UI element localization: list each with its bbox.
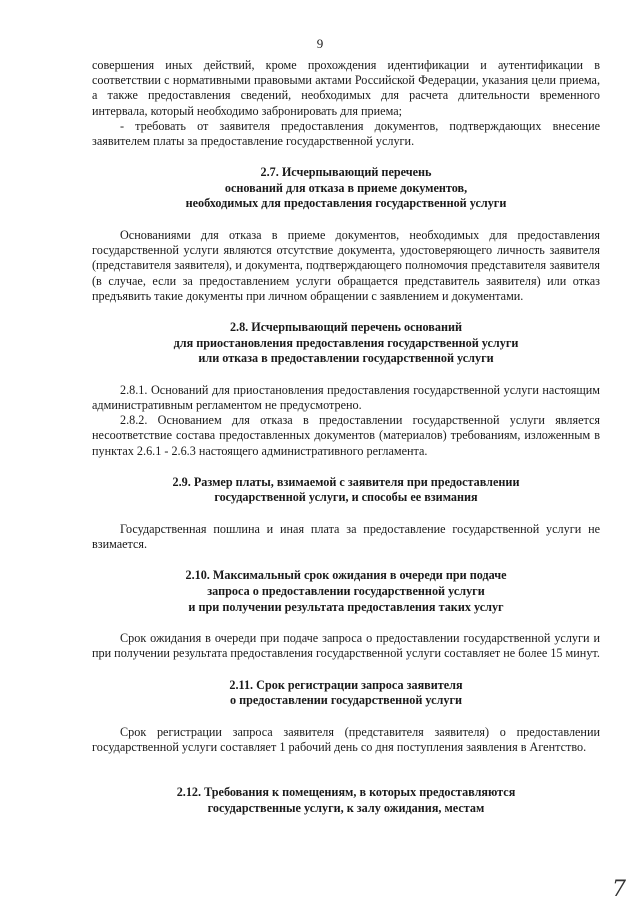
handwritten-page-mark: 7 xyxy=(612,877,626,902)
section-2-8-heading xyxy=(92,320,600,367)
section-2-8-1-paragraph: 2.8.1. Оснований для приостановления предоставления государственной услуги настоящим административным регламентом не предусмотрено. xyxy=(92,382,600,412)
heading-line: 2.7. Исчерпывающий перечень xyxy=(260,165,432,180)
intro-paragraph-2: - требовать от заявителя предоставления документов, подтверждающих внесение заявителем платы за предоставление государственной услуги. xyxy=(92,118,600,149)
heading-line: 2.10. Максимальный срок ожидания в очереди при подаче xyxy=(185,568,507,583)
intro-paragraph-1: совершения иных действий, кроме прохождения идентификации и аутентификации в соответствии с нормативными правовыми актами Российской Федерации, указания цели приема, а также предоставления сведений, необходимых для расчета длительности временного интервала, который необходимо забронировать для приема; xyxy=(92,58,600,118)
heading-line: или отказа в предоставлении государственной услуги xyxy=(198,351,494,366)
heading-line: государственной услуги, и способы ее взимания xyxy=(214,490,478,505)
section-2-11-paragraph: Срок регистрации запроса заявителя (представителя заявителя) о предоставлении государственной услуги составляет 1 рабочий день со дня поступления заявления в Агентство. xyxy=(92,724,600,754)
section-2-7-heading xyxy=(92,165,600,212)
heading-line: 2.9. Размер платы, взимаемой с заявителя при предоставлении xyxy=(172,474,520,489)
section-2-9-paragraph: Государственная пошлина и иная плата за предоставление государственной услуги не взимается. xyxy=(92,522,600,552)
heading-line: запроса о предоставлении государственной услуги xyxy=(207,584,485,598)
heading-line: оснований для отказа в приеме документов, xyxy=(224,180,468,195)
document-body xyxy=(92,58,600,816)
heading-line: государственные услуги, к залу ожидания, местам xyxy=(207,800,485,815)
heading-line: 2.12. Требования к помещениям, в которых предоставляются xyxy=(176,785,516,800)
section-2-9-heading xyxy=(92,475,600,506)
heading-line: необходимых для предоставления государственной услуги xyxy=(185,196,507,211)
section-2-11-heading xyxy=(92,678,600,709)
section-2-7-paragraph: Основаниями для отказа в приеме документов, необходимых для предоставления государственной услуги являются отсутствие документа, удостоверяющего личность заявителя (представителя заявителя), и документа, подтверждающего полномочия представителя заявителя (в случае, если за предоставлением услуги обращается представитель заявителя) или отказ предъявить такие документы при личном обращении с заявлением и документами. xyxy=(92,228,600,303)
section-2-10-paragraph: Срок ожидания в очереди при подаче запроса о предоставлении государственной услуги и при получении результата предоставления государственной услуги составляет не более 15 минут. xyxy=(92,631,600,661)
heading-line: 2.8. Исчерпывающий перечень оснований xyxy=(229,320,463,335)
heading-line: и при получении результата предоставления таких услуг xyxy=(188,599,504,614)
section-2-12-heading xyxy=(92,785,600,816)
page-number: 9 xyxy=(316,36,324,51)
heading-line: о предоставлении государственной услуги xyxy=(229,693,462,708)
section-2-10-heading xyxy=(92,568,600,615)
heading-line: для приостановления предоставления государственной услуги xyxy=(173,335,519,350)
section-2-8-2-paragraph: 2.8.2. Основанием для отказа в предоставлении государственной услуги является несоответствие состава предоставленных документов (материалов) требованиям, изложенным в пунктах 2.6.1 - 2.6.3 настоящего административного регламента. xyxy=(92,413,600,458)
heading-line: 2.11. Срок регистрации запроса заявителя xyxy=(229,677,463,692)
